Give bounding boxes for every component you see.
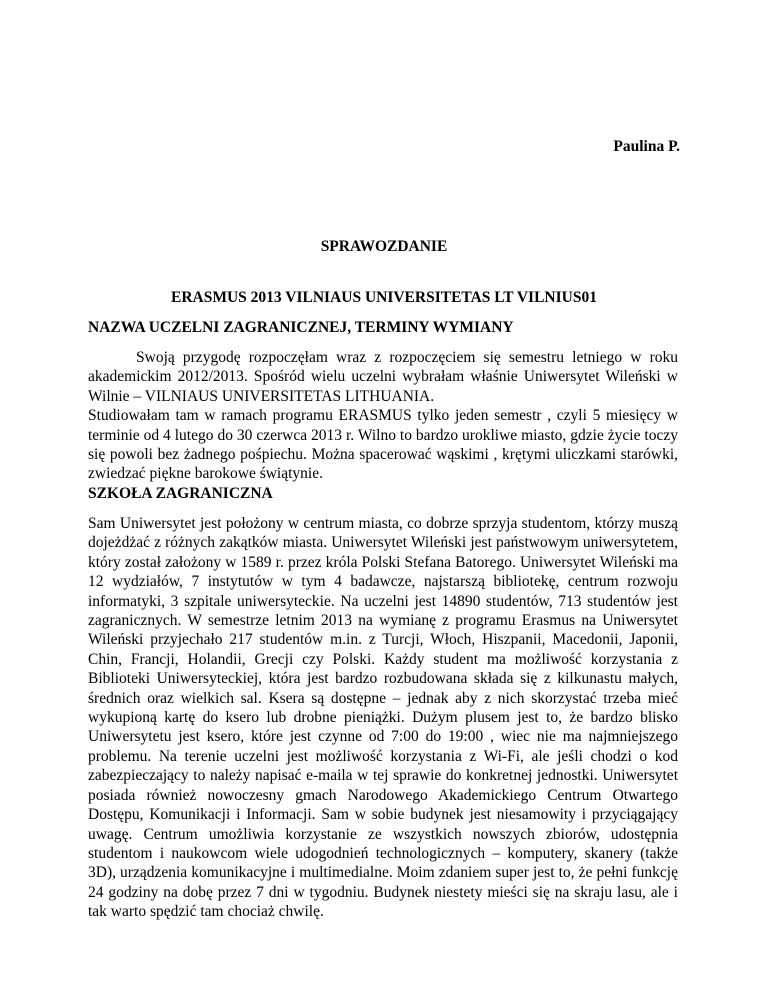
paragraph-duration: Studiowałam tam w ramach programu ERASMUS tylko jeden semestr , czyli 5 miesięcy w terminie od 4 lutego do 30 czerwca 2013 r. Wilno to bardzo urokliwe miasto, gdzie życie toczy się powoli bez żadnego pośpiechu. Można spacerować wąskimi , krętymi uliczkami starówki, zwiedzać piękne barokowe świątynie. bbox=[88, 407, 678, 483]
paragraph-school: Sam Uniwersytet jest położony w centrum miasta, co dobrze sprzyja studentom, którzy muszą dojeżdżać z różnych zakątków miasta. Uniwersytet Wileński jest państwowym uniwersytetem, który został założony w 1589 r. przez króla Polski Stefana Batorego. Uniwersytet Wileński ma 12 wydziałów, 7 instytutów w tym 4 badawcze, najstarszą bibliotekę, centrum rozwoju informatyki, 3 szpitale uniwersyteckie. Na uczelni jest 14890 studentów, 713 studentów jest zagranicznych. W semestrze letnim 2013 na wymianę z programu Erasmus na Uniwersytet Wileński przyjechało 217 studentów m.in. z Turcji, Włoch, Hiszpanii, Macedonii, Japonii, Chin, Francji, Holandii, Grecji czy Polski. Każdy student ma możliwość korzystania z Biblioteki Uniwersyteckiej, która jest bardzo rozbudowana składa się z kilkunastu małych, średnich oraz wielkich sal. Ksera są dostępne – jednak aby z nich skorzystać trzeba mieć wykupioną kartę do ksero lub drobne pieniążki. Dużym plusem jest to, że bardzo blisko Uniwersytetu jest ksero, które jest czynne od 7:00 do 19:00 , wiec nie ma najmniejszego problemu. Na terenie uczelni jest możliwość korzystania z Wi-Fi, ale jeśli chodzi o kod zabezpieczający to należy napisać e-maila w tej sprawie do konkretnej jednostki. Uniwersytet posiada również nowoczesny gmach Narodowego Akademickiego Centrum Otwartego Dostępu, Komunikacji i Informacji. Sam w sobie budynek jest niesamowity i przyciągający uwagę. Centrum umożliwia korzystanie ze wszystkich nowszych zbiorów, udostępnia studentom i naukowcom wiele udogodnień technologicznych – komputery, skanery (także 3D), urządzenia komunikacyjne i multimedialne. Moim zdaniem super jest to, że pełni funkcję 24 godziny na dobę przez 7 dni w tygodniu. Budynek niestety mieści się na skraju lasu, ale i tak warto spędzić tam chociaż chwilę. bbox=[88, 515, 678, 921]
author-name: Paulina P. bbox=[613, 138, 680, 155]
section-heading-exchange: NAZWA UCZELNI ZAGRANICZNEJ, TERMINY WYMIANY bbox=[88, 319, 514, 336]
paragraph-intro: Swoją przygodę rozpoczęłam wraz z rozpoczęciem się semestru letniego w roku akademickim 2012/2013. Spośród wielu uczelni wybrałam właśnie Uniwersytet Wileński w Wilnie – VILNIAUS UNIVERSITETAS LITHUANIA. bbox=[88, 349, 678, 405]
document-subtitle: ERASMUS 2013 VILNIAUS UNIVERSITETAS LT VILNIUS01 bbox=[171, 289, 597, 306]
document-title: SPRAWOZDANIE bbox=[320, 238, 448, 255]
section-heading-school: SZKOŁA ZAGRANICZNA bbox=[88, 485, 273, 502]
section-body-exchange bbox=[88, 348, 678, 484]
